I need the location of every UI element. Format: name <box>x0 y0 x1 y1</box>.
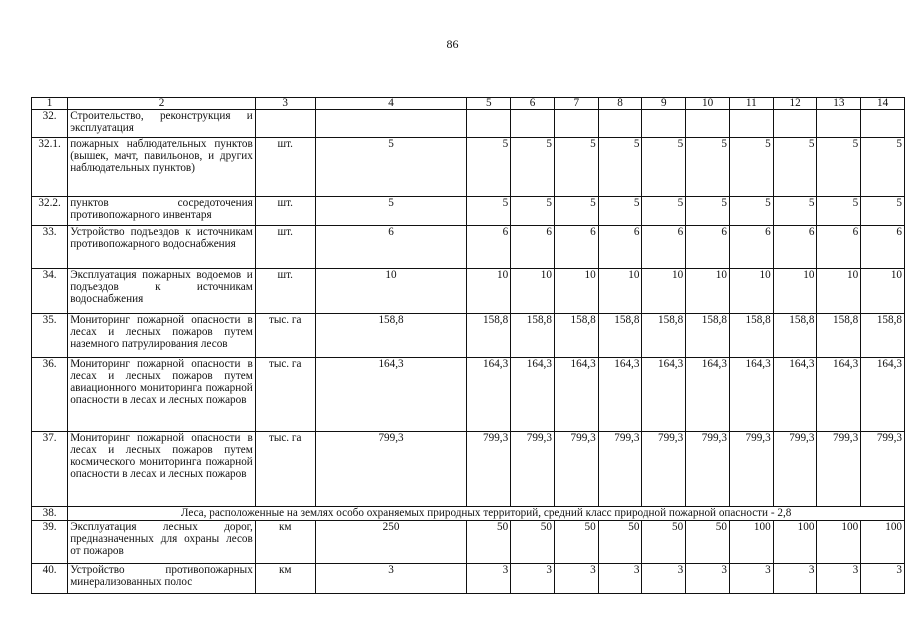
measure-unit: шт. <box>255 197 315 226</box>
year-value: 100 <box>817 521 861 564</box>
year-value <box>315 110 467 138</box>
year-value: 799,3 <box>817 432 861 507</box>
year-value <box>467 110 511 138</box>
year-value: 164,3 <box>817 358 861 432</box>
year-value: 5 <box>511 138 555 197</box>
column-number: 8 <box>598 98 642 110</box>
year-value: 50 <box>686 521 730 564</box>
column-number-row <box>32 98 905 110</box>
year-value: 5 <box>554 197 598 226</box>
row-number: 32.2. <box>32 197 68 226</box>
year-value: 799,3 <box>467 432 511 507</box>
year-value: 10 <box>729 269 773 314</box>
table-row <box>32 564 905 594</box>
column-number: 11 <box>729 98 773 110</box>
row-number: 32.1. <box>32 138 68 197</box>
column-number: 13 <box>817 98 861 110</box>
year-value: 6 <box>729 226 773 269</box>
year-value: 5 <box>642 197 686 226</box>
page-number: 86 <box>446 37 459 51</box>
year-value: 6 <box>773 226 817 269</box>
column-number: 5 <box>467 98 511 110</box>
year-value: 164,3 <box>467 358 511 432</box>
year-value: 158,8 <box>642 314 686 358</box>
section-row <box>32 507 905 521</box>
year-value: 799,3 <box>554 432 598 507</box>
year-value: 6 <box>598 226 642 269</box>
year-value: 3 <box>511 564 555 594</box>
year-value: 3 <box>686 564 730 594</box>
year-value: 10 <box>642 269 686 314</box>
measure-unit: км <box>255 564 315 594</box>
year-value: 50 <box>598 521 642 564</box>
year-value: 799,3 <box>642 432 686 507</box>
year-value: 50 <box>511 521 555 564</box>
year-value: 5 <box>729 138 773 197</box>
year-value <box>773 110 817 138</box>
year-value: 164,3 <box>686 358 730 432</box>
column-number: 10 <box>686 98 730 110</box>
year-value: 5 <box>315 138 467 197</box>
measure-unit: шт. <box>255 138 315 197</box>
year-value: 10 <box>511 269 555 314</box>
table-row <box>32 432 905 507</box>
measure-name: Устройство противопожарных минерализованных полос <box>68 564 256 594</box>
year-value: 164,3 <box>729 358 773 432</box>
year-value: 50 <box>642 521 686 564</box>
column-number: 2 <box>68 98 256 110</box>
year-value: 158,8 <box>773 314 817 358</box>
row-number: 38. <box>32 507 68 521</box>
year-value: 799,3 <box>861 432 905 507</box>
year-value: 250 <box>315 521 467 564</box>
year-value: 164,3 <box>861 358 905 432</box>
row-number: 34. <box>32 269 68 314</box>
measure-name: Эксплуатация лесных дорог, предназначенных для охраны лесов от пожаров <box>68 521 256 564</box>
year-value: 50 <box>467 521 511 564</box>
year-value: 6 <box>554 226 598 269</box>
year-value <box>729 110 773 138</box>
year-value: 799,3 <box>511 432 555 507</box>
year-value: 10 <box>773 269 817 314</box>
table-row <box>32 269 905 314</box>
year-value: 5 <box>315 197 467 226</box>
year-value: 5 <box>817 197 861 226</box>
column-number: 1 <box>32 98 68 110</box>
year-value: 3 <box>817 564 861 594</box>
year-value <box>511 110 555 138</box>
measure-unit: шт. <box>255 226 315 269</box>
year-value: 158,8 <box>686 314 730 358</box>
table-row <box>32 197 905 226</box>
year-value: 3 <box>315 564 467 594</box>
year-value <box>642 110 686 138</box>
measure-name: Мониторинг пожарной опасности в лесах и лесных пожаров путем наземного патрулирования лесов <box>68 314 256 358</box>
year-value: 10 <box>315 269 467 314</box>
measure-unit: тыс. га <box>255 314 315 358</box>
year-value: 3 <box>554 564 598 594</box>
section-title: Леса, расположенные на землях особо охраняемых природных территорий, средний класс природной пожарной опасности - 2,8 <box>68 507 905 521</box>
year-value: 3 <box>467 564 511 594</box>
year-value: 10 <box>817 269 861 314</box>
table-row <box>32 314 905 358</box>
measure-name: пунктов сосредоточения противопожарного инвентаря <box>68 197 256 226</box>
table-row <box>32 110 905 138</box>
year-value: 5 <box>467 138 511 197</box>
year-value: 6 <box>511 226 555 269</box>
table-row <box>32 138 905 197</box>
measure-unit: тыс. га <box>255 432 315 507</box>
row-number: 35. <box>32 314 68 358</box>
year-value: 799,3 <box>598 432 642 507</box>
year-value <box>686 110 730 138</box>
year-value: 6 <box>861 226 905 269</box>
year-value: 6 <box>686 226 730 269</box>
forest-fire-measures-table <box>31 97 905 594</box>
measure-unit: км <box>255 521 315 564</box>
row-number: 39. <box>32 521 68 564</box>
year-value <box>861 110 905 138</box>
year-value: 164,3 <box>554 358 598 432</box>
year-value: 6 <box>467 226 511 269</box>
year-value: 3 <box>729 564 773 594</box>
year-value: 6 <box>642 226 686 269</box>
measure-unit: шт. <box>255 269 315 314</box>
year-value: 100 <box>773 521 817 564</box>
measure-name: Строительство, реконструкция и эксплуатация <box>68 110 256 138</box>
column-number: 4 <box>315 98 467 110</box>
year-value: 3 <box>773 564 817 594</box>
year-value: 5 <box>642 138 686 197</box>
year-value: 5 <box>773 197 817 226</box>
year-value: 5 <box>861 197 905 226</box>
year-value: 50 <box>554 521 598 564</box>
column-number: 12 <box>773 98 817 110</box>
year-value: 5 <box>817 138 861 197</box>
table-row <box>32 226 905 269</box>
year-value: 164,3 <box>642 358 686 432</box>
measure-name: пожарных наблюдательных пунктов (вышек, мачт, павильонов, и других наблюдательных пунктов) <box>68 138 256 197</box>
year-value: 10 <box>598 269 642 314</box>
row-number: 37. <box>32 432 68 507</box>
measure-name: Мониторинг пожарной опасности в лесах и лесных пожаров путем космического мониторинга пожарной опасности в лесах и лесных пожаров <box>68 432 256 507</box>
year-value: 5 <box>467 197 511 226</box>
year-value: 6 <box>315 226 467 269</box>
year-value: 158,8 <box>467 314 511 358</box>
year-value: 10 <box>861 269 905 314</box>
row-number: 40. <box>32 564 68 594</box>
year-value: 158,8 <box>511 314 555 358</box>
row-number: 33. <box>32 226 68 269</box>
table-row <box>32 358 905 432</box>
measure-name: Мониторинг пожарной опасности в лесах и лесных пожаров путем авиационного мониторинга пожарной опасности в лесах и лесных пожаров <box>68 358 256 432</box>
year-value: 6 <box>817 226 861 269</box>
year-value: 100 <box>729 521 773 564</box>
column-number: 14 <box>861 98 905 110</box>
year-value: 5 <box>686 197 730 226</box>
row-number: 32. <box>32 110 68 138</box>
year-value: 10 <box>467 269 511 314</box>
year-value: 5 <box>729 197 773 226</box>
year-value: 5 <box>686 138 730 197</box>
measure-name: Эксплуатация пожарных водоемов и подъездов к источникам водоснабжения <box>68 269 256 314</box>
year-value: 799,3 <box>729 432 773 507</box>
measure-unit: тыс. га <box>255 358 315 432</box>
column-number: 3 <box>255 98 315 110</box>
year-value: 10 <box>686 269 730 314</box>
year-value: 164,3 <box>315 358 467 432</box>
year-value: 158,8 <box>861 314 905 358</box>
year-value: 164,3 <box>773 358 817 432</box>
year-value: 158,8 <box>315 314 467 358</box>
year-value: 5 <box>598 197 642 226</box>
column-number: 7 <box>554 98 598 110</box>
year-value: 10 <box>554 269 598 314</box>
year-value <box>598 110 642 138</box>
year-value: 799,3 <box>773 432 817 507</box>
year-value: 5 <box>554 138 598 197</box>
year-value: 158,8 <box>554 314 598 358</box>
year-value: 3 <box>598 564 642 594</box>
year-value: 799,3 <box>315 432 467 507</box>
column-number: 9 <box>642 98 686 110</box>
year-value: 5 <box>598 138 642 197</box>
year-value: 3 <box>642 564 686 594</box>
year-value: 5 <box>511 197 555 226</box>
table-row <box>32 521 905 564</box>
year-value: 164,3 <box>598 358 642 432</box>
year-value: 100 <box>861 521 905 564</box>
measure-name: Устройство подъездов к источникам противопожарного водоснабжения <box>68 226 256 269</box>
year-value <box>817 110 861 138</box>
year-value: 3 <box>861 564 905 594</box>
row-number: 36. <box>32 358 68 432</box>
year-value: 5 <box>773 138 817 197</box>
year-value: 158,8 <box>598 314 642 358</box>
year-value: 164,3 <box>511 358 555 432</box>
year-value: 158,8 <box>729 314 773 358</box>
year-value: 5 <box>861 138 905 197</box>
measure-unit <box>255 110 315 138</box>
year-value: 158,8 <box>817 314 861 358</box>
column-number: 6 <box>511 98 555 110</box>
year-value <box>554 110 598 138</box>
year-value: 799,3 <box>686 432 730 507</box>
